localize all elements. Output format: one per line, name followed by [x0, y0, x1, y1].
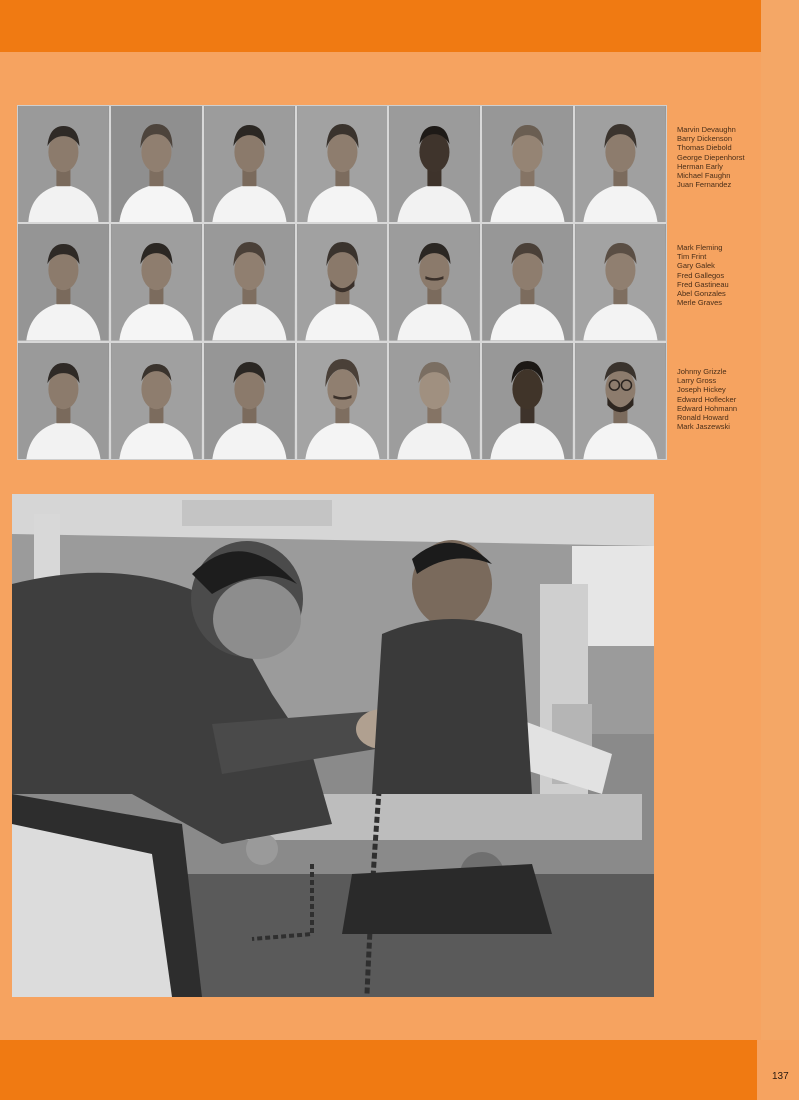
portrait-photo [111, 224, 202, 340]
portrait-photo [204, 343, 295, 459]
name-entry: Fred Gastineau [677, 279, 729, 289]
name-entry: Michael Faughn [677, 171, 731, 181]
name-entry: Tim Frint [677, 252, 707, 262]
name-entry: Herman Early [677, 161, 723, 171]
portrait-photo [389, 343, 480, 459]
name-entry: Larry Gross [677, 376, 717, 386]
portrait-photo [575, 343, 666, 459]
portrait-photo [204, 106, 295, 222]
portrait-photo [482, 106, 573, 222]
name-entry: Edward Hohmann [677, 403, 738, 413]
portrait-photo [575, 224, 666, 340]
name-entry: Marvin Devaughn [677, 125, 736, 134]
portrait-photo [482, 343, 573, 459]
name-list [677, 367, 767, 431]
portrait-photo [575, 106, 666, 222]
portrait-photo [18, 106, 109, 222]
name-entry: Mark Jaszewski [677, 422, 730, 432]
name-entry: Thomas Diebold [677, 143, 732, 153]
portrait-photo [111, 343, 202, 459]
name-entry: George Diepenhorst [677, 152, 745, 162]
name-entry: Mark Fleming [677, 243, 723, 252]
name-entry: Edward Hoflecker [677, 394, 737, 404]
action-photo [12, 494, 654, 997]
name-entry: Juan Fernandez [677, 180, 732, 190]
portrait-photo [18, 343, 109, 459]
bottom-color-band [0, 1040, 757, 1100]
top-color-band [0, 0, 761, 52]
name-entry: Johnny Grizzle [677, 367, 727, 376]
portrait-photo [297, 343, 388, 459]
portrait-photo [18, 224, 109, 340]
portrait-photo [204, 224, 295, 340]
name-entry: Abel Gonzales [677, 289, 726, 299]
portrait-photo [297, 224, 388, 340]
name-list [677, 125, 767, 189]
name-entry: Fred Gallegos [677, 270, 725, 280]
page-number: 137 [772, 1071, 789, 1082]
name-entry: Ronald Howard [677, 413, 729, 423]
portrait-photo [111, 106, 202, 222]
portrait-grid [17, 105, 667, 460]
portrait-photo [297, 106, 388, 222]
portrait-photo [389, 224, 480, 340]
portrait-photo [482, 224, 573, 340]
name-entry: Merle Graves [677, 298, 723, 308]
portrait-photo [389, 106, 480, 222]
name-list [677, 243, 767, 307]
name-entry: Barry Dickenson [677, 134, 733, 144]
name-entry: Joseph Hickey [677, 385, 726, 395]
name-entry: Gary Galek [677, 261, 715, 271]
